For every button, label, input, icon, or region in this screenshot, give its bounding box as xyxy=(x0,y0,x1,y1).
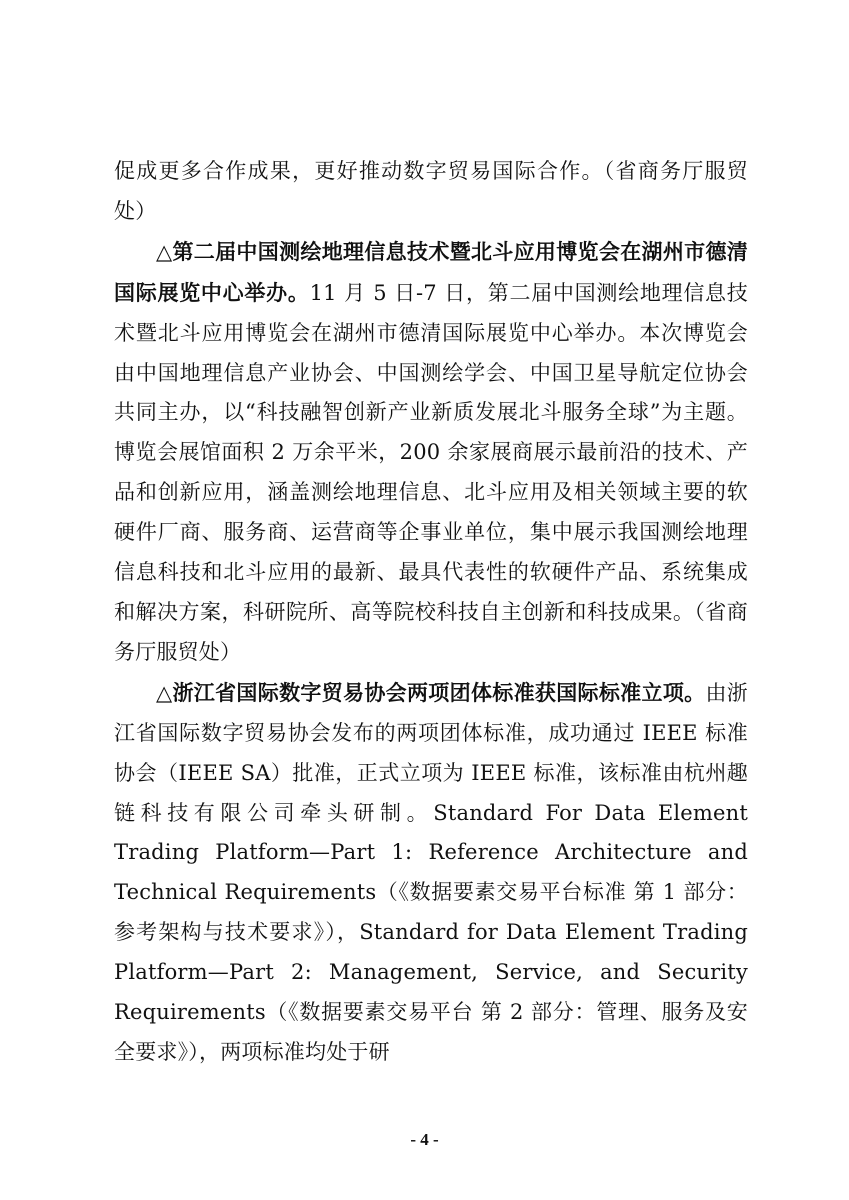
paragraph-ieee-standards xyxy=(114,673,748,1073)
page-number: - 4 - xyxy=(410,1130,439,1149)
paragraph-text: 促成更多合作成果，更好推动数字贸易国际合作。（省商务厅服贸处） xyxy=(114,159,748,223)
paragraph-heading: △第二届中国测绘地理信息技术暨北斗应用博览会在湖州市德清国际展览中心举办。 xyxy=(114,238,748,305)
paragraph-surveying-expo xyxy=(114,232,748,673)
document-body xyxy=(114,152,748,1073)
paragraph-text: 11 月 5 日-7 日，第二届中国测绘地理信息技术暨北斗应用博览会在湖州市德清国际展览中心举办。本次博览会由中国地理信息产业协会、中国测绘学会、中国卫星导航定位协会共同主办，以“科技融智创新产业新质发展北斗服务全球”为主题。博览会展馆面积 2 万余平米，200 余家展商展示最前沿的技术、产品和创新应用，涵盖测绘地理信息、北斗应用及相关领域主要的软硬件厂商、服务商、运营商等企事业单位，集中展示我国测绘地理信息科技和北斗应用的最新、最具代表性的软硬件产品、系统集成和解决方案，科研院所、高等院校科技自主创新和科技成果。（省商务厅服贸处） xyxy=(114,280,748,664)
paragraph-heading: △浙江省国际数字贸易协会两项团体标准获国际标准立项。 xyxy=(156,679,706,705)
paragraph-text: 由浙江省国际数字贸易协会发布的两项团体标准，成功通过 IEEE 标准协会（IEEE SA）批准，正式立项为 IEEE 标准，该标准由杭州趣链科技有限公司牵头研制。Standard For Data Element Trading Platform—Part 1: Reference Architecture and Technical Requirements（《数据要素交易平台标准 第 1 部分：参考架构与技术要求》），Standard for Data Element Trading Platform—Part 2: Management, Service, and Security Requirements（《数据要素交易平台 第 2 部分：管理、服务及安全要求》），两项标准均处于研 xyxy=(114,680,748,1064)
paragraph-continuation xyxy=(114,152,748,232)
